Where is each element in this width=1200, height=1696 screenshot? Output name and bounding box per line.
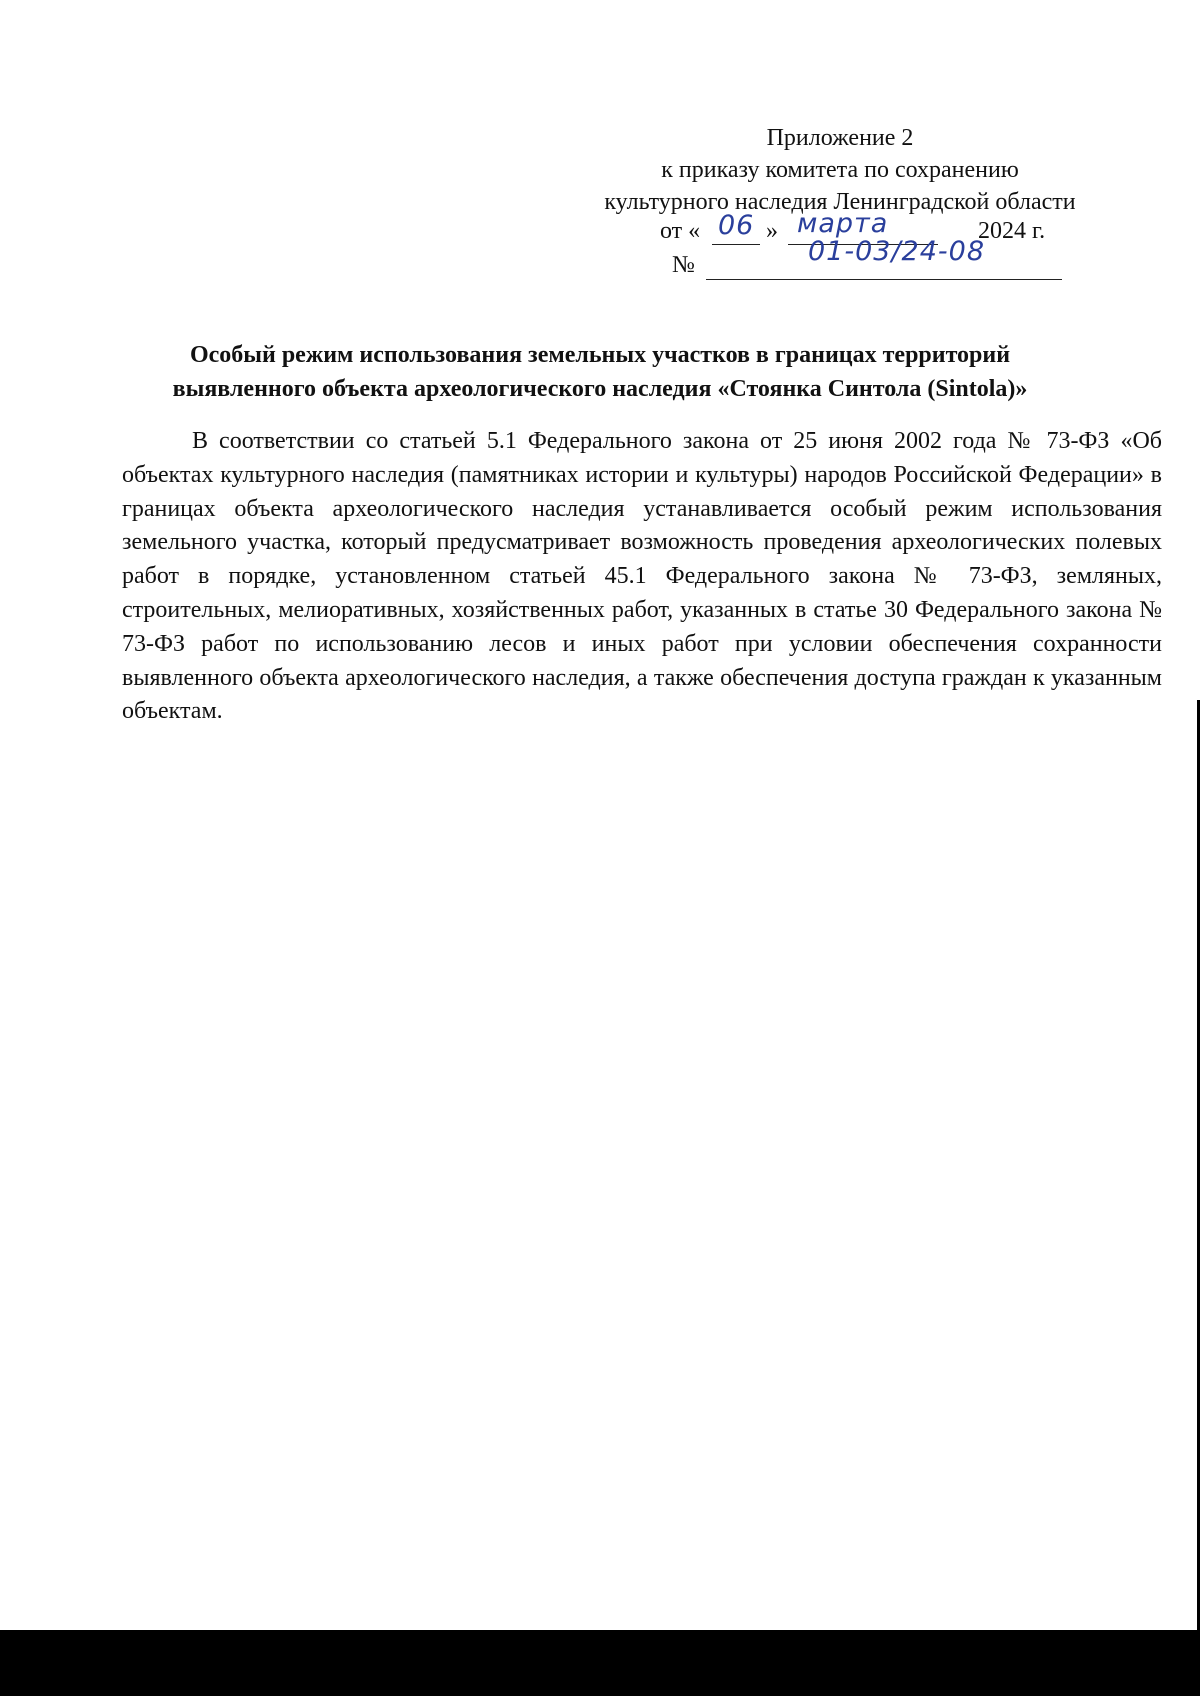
- date-day-handwritten: 06: [718, 210, 755, 241]
- number-blank: [706, 279, 1062, 280]
- document-title: [60, 338, 1140, 406]
- date-year: 2024 г.: [978, 218, 1046, 244]
- title-line-2: выявленного объекта археологического наследия «Стоянка Синтола (Sintola)»: [172, 376, 1028, 402]
- order-number-line: [660, 236, 1140, 282]
- title-line-1: Особый режим использования земельных участков в границах территорий: [189, 342, 1011, 368]
- appendix-line-3: культурного наследия Ленинградской области: [604, 189, 1076, 215]
- date-day-blank: [712, 244, 760, 245]
- date-mid: »: [766, 218, 778, 244]
- scan-bottom-border: [0, 1630, 1200, 1696]
- appendix-line-1: Приложение 2: [766, 125, 914, 151]
- number-label: №: [672, 252, 695, 278]
- appendix-line-2: к приказу комитета по сохранению: [661, 157, 1019, 183]
- date-month-handwritten: марта: [797, 208, 889, 239]
- date-prefix: от «: [660, 218, 701, 244]
- body-paragraph: В соответствии со статьей 5.1 Федерального закона от 25 июня 2002 года № 73-ФЗ «Об объектах культурного наследия (памятниках истории и культуры) народов Российской Федерации» в границах объекта археологического наследия устанавливается особый режим использования земельного участка, который предусматривает возможность проведения археологических полевых работ в порядке, установленном статьей 45.1 Федерального закона № 73-ФЗ, земляных, строительных, мелиоративных, хозяйственных работ, указанных в статье 30 Федерального закона № 73-ФЗ работ по использованию лесов и иных работ при условии обеспечения сохранности выявленного объекта археологического наследия, а также обеспечения доступа граждан к указанным объектам.: [122, 428, 1162, 725]
- number-handwritten: 01-03/24-08: [808, 236, 986, 267]
